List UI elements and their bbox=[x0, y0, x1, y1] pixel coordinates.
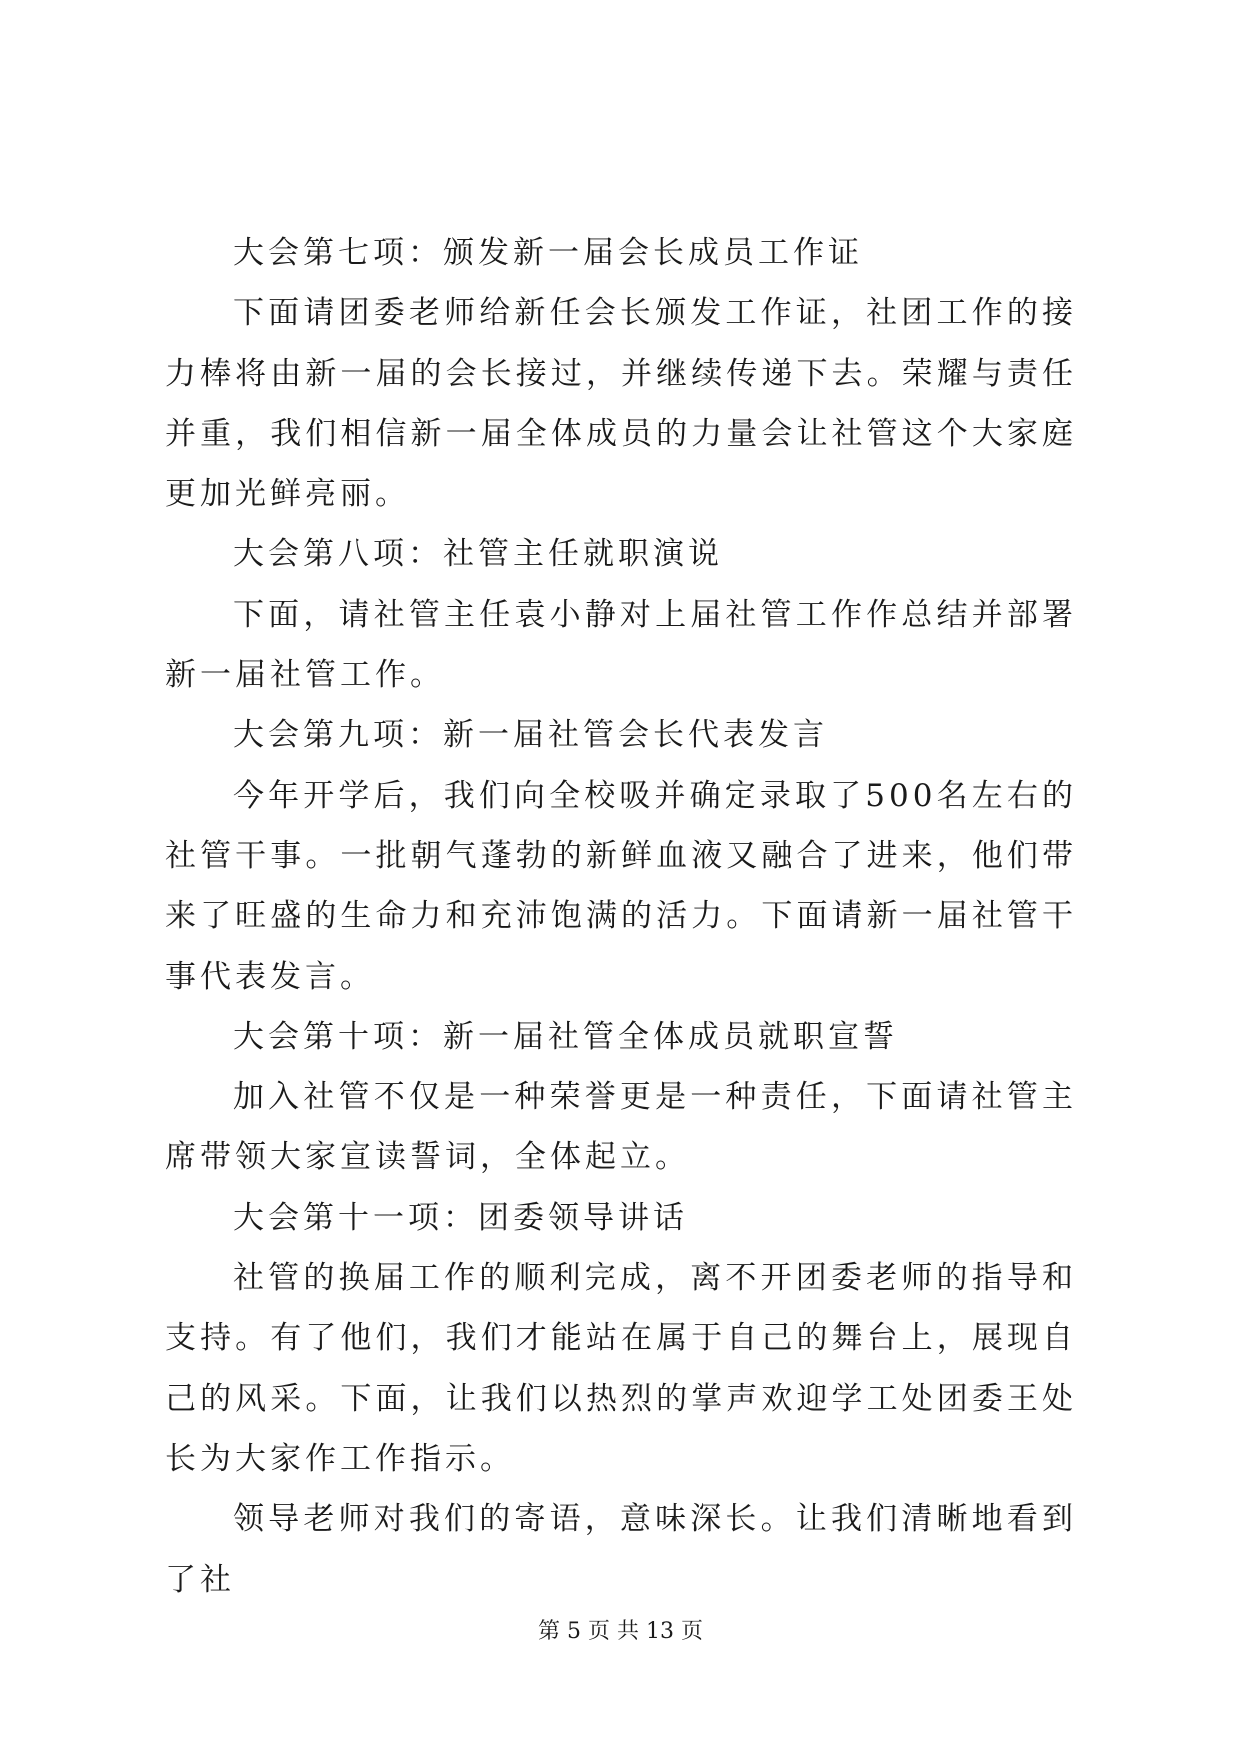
paragraph-heading-item-10: 大会第十项：新一届社管全体成员就职宣誓 bbox=[233, 1018, 898, 1055]
paragraph-body: 下面，请社管主任袁小静对上届社管工作作总结并部署新一届社管工作。 bbox=[165, 596, 1077, 694]
paragraph-body: 今年开学后，我们向全校吸并确定录取了500名左右的社管干事。一批朝气蓬勃的新鲜血液又融合了进来，他们带来了旺盛的生命力和充沛饱满的活力。下面请新一届社管干事代表发言。 bbox=[165, 777, 1077, 995]
paragraph-heading-item-9: 大会第九项：新一届社管会长代表发言 bbox=[233, 717, 828, 754]
paragraph-heading-item-7: 大会第七项：颁发新一届会长成员工作证 bbox=[233, 235, 863, 271]
paragraph-body: 下面请团委老师给新任会长颁发工作证，社团工作的接力棒将由新一届的会长接过，并继续传递下去。荣耀与责任并重，我们相信新一届全体成员的力量会让社管这个大家庭更加光鲜亮丽。 bbox=[165, 295, 1077, 513]
paragraph-heading-item-11: 大会第十一项：团委领导讲话 bbox=[233, 1199, 688, 1236]
document-body bbox=[165, 223, 1077, 1610]
paragraph-body: 领导老师对我们的寄语，意味深长。让我们清晰地看到了社 bbox=[165, 1501, 1077, 1598]
paragraph-body: 加入社管不仅是一种荣誉更是一种责任，下面请社管主席带领大家宣读誓词，全体起立。 bbox=[165, 1079, 1077, 1176]
page-number-footer: 第 5 页 共 13 页 bbox=[538, 1619, 703, 1644]
paragraph-body: 社管的换届工作的顺利完成，离不开团委老师的指导和支持。有了他们，我们才能站在属于自己的舞台上，展现自己的风采。下面，让我们以热烈的掌声欢迎学工处团委王处长为大家作工作指示。 bbox=[165, 1260, 1077, 1477]
paragraph-heading-item-8: 大会第八项：社管主任就职演说 bbox=[233, 536, 723, 573]
